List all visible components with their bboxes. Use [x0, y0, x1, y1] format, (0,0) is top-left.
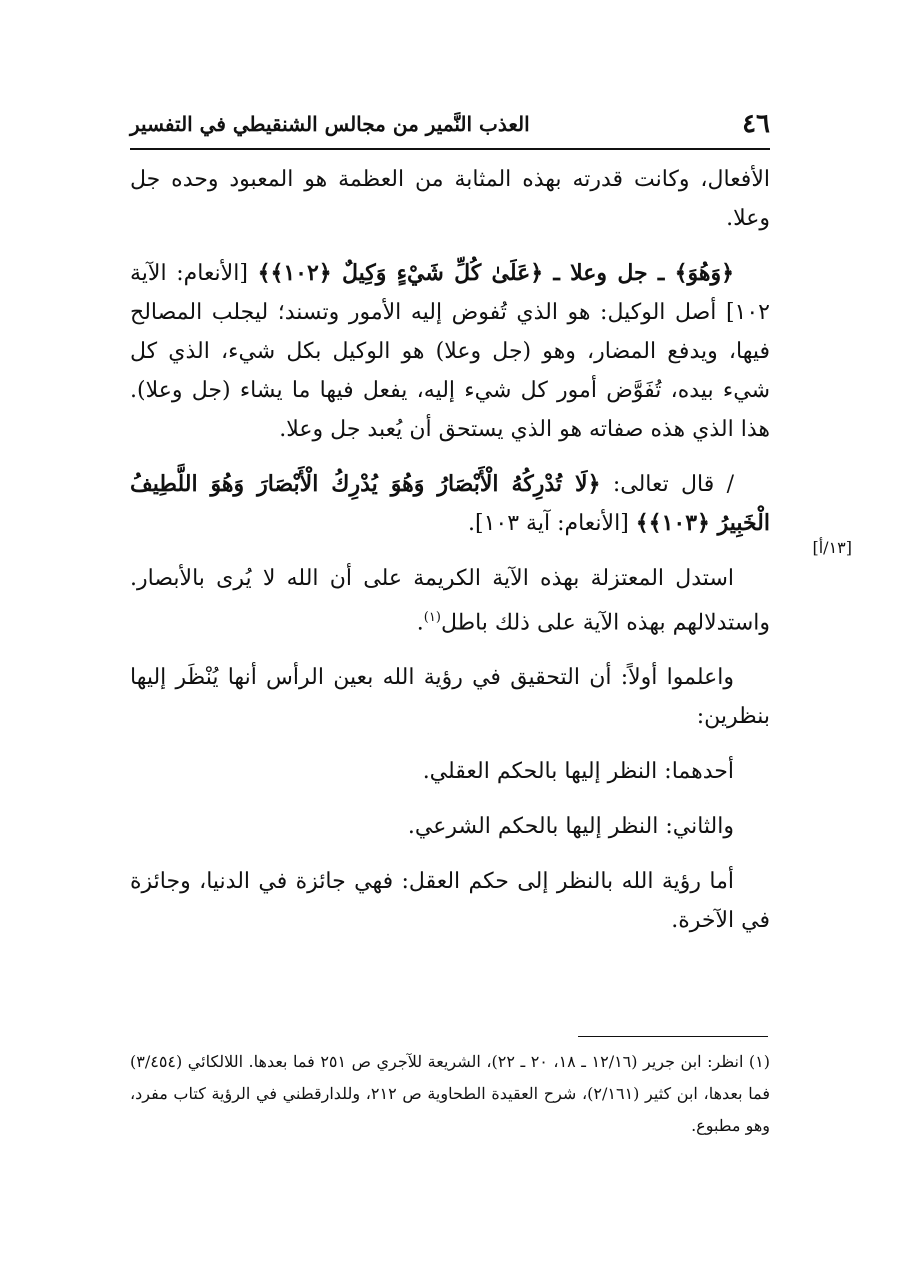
- running-title: العذب النَّمير من مجالس الشنقيطي في التفسير: [130, 112, 530, 136]
- paragraph-7: والثاني: النظر إليها بالحكم الشرعي.: [407, 814, 734, 840]
- paragraph-8: أما رؤية الله بالنظر إلى حكم العقل: فهي جائزة في الدنيا، وجائزة في الآخرة.: [130, 869, 770, 934]
- quran-verse: ﴿لَا تُدْرِكُهُ الْأَبْصَارُ وَهُوَ يُدْرِكُ الْأَبْصَارَ وَهُوَ اللَّطِيفُ الْخَبِيرُ ﴿١٠٣﴾﴾: [130, 471, 770, 536]
- page-number: ٤٦: [742, 109, 770, 139]
- footnote: (١) انظر: ابن جرير (١٢/١٦ ـ ١٨، ٢٠ ـ ٢٢)، الشريعة للآجري ص ٢٥١ فما بعدها. اللالكائي (٣/٤٥٤) فما بعدها، ابن كثير (٢/١٦١)، شرح العقيدة الطحاوية ص ٢١٢، وللدارقطني في الرؤية كتاب مفرد، وهو مطبوع.: [130, 1052, 771, 1135]
- paragraph-6: أحدهما: النظر إليها بالحكم العقلي.: [422, 759, 734, 785]
- paragraph-1: الأفعال، وكانت قدرته بهذه المثابة من العظمة هو المعبود وحده جل وعلا.: [130, 167, 770, 231]
- page-header: [130, 102, 770, 146]
- paragraph-4-end: .: [416, 610, 424, 636]
- quran-verse: ﴿وَهُوَ﴾ ـ جل وعلا ـ ﴿عَلَىٰ كُلِّ شَيْءٍ وَكِيلٌ ﴿١٠٢﴾﴾: [257, 260, 734, 286]
- paragraph-4: [130, 559, 770, 642]
- paragraph-3: [130, 465, 770, 543]
- manuscript-margin-reference: [١٣/أ]: [812, 538, 852, 557]
- footnote-rule: [578, 1036, 768, 1037]
- paragraph-4-text: استدل المعتزلة بهذه الآية الكريمة على أن الله لا يُرى بالأبصار. واستدلالهم بهذه الآية على ذلك باطل: [130, 566, 770, 636]
- paragraph-3-intro: / قال تعالى:: [612, 472, 734, 497]
- paragraph-2-text: [الأنعام: الآية ١٠٢] أصل الوكيل: هو الذي تُفوض إليه الأمور وتسند؛ ليجلب المصالح فيها، ويدفع المضار، وهو (جل وعلا) هو الوكيل بكل شيء، الذي كل شيء بيده، تُفَوَّض أمور كل شيء إليه، يفعل فيها ما يشاء (جل وعلا). هذا الذي هذه صفاته هو الذي يستحق أن يُعبد جل وعلا.: [130, 261, 770, 442]
- paragraph-3-reference: [الأنعام: آية ١٠٣].: [468, 511, 629, 536]
- paragraph-2: [130, 254, 770, 449]
- paragraph-5: واعلموا أولاً: أن التحقيق في رؤية الله بعين الرأس أنها يُنْظَر إليها بنظرين:: [130, 665, 770, 730]
- header-rule: [130, 148, 770, 150]
- body-text: [130, 160, 770, 956]
- footnote-marker: (١): [423, 610, 441, 625]
